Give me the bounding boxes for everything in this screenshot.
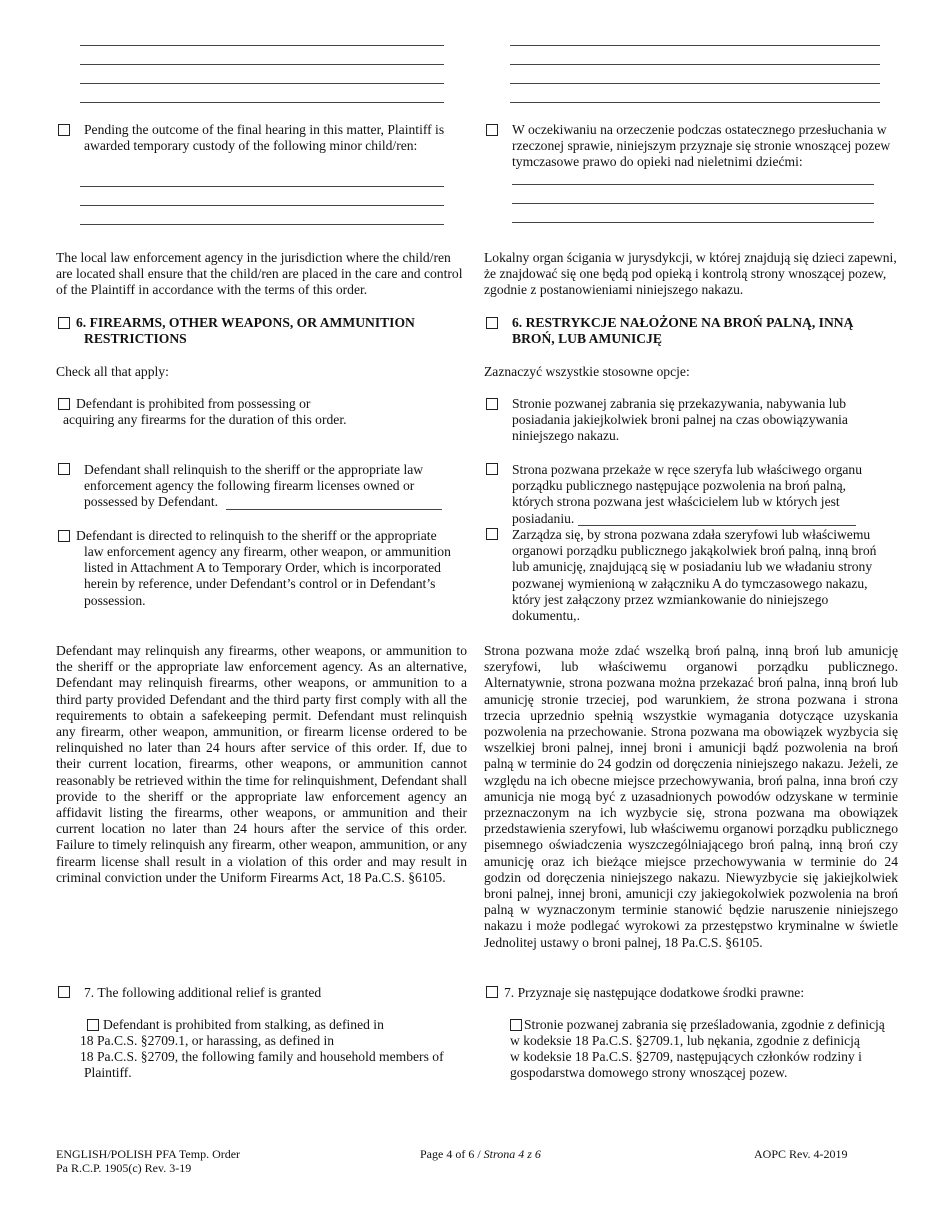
relinquish-paragraph: Defendant may relinquish any firearms, other weapons, or ammunition to the sheriff or the appropriate law enforcement agency. As an alternative, Defendant may relinquish firearms, other weapons, or ammunition to a third party provided Defendant and the third party first comply with all the requirements to obtain a safekeeping permit. Defendant must relinquish any firearm, other weapon, ammunition, or firearm license ordered to be relinquished no later than 24 hours after service of this order. If, due to their current location, firearms, other weapons, or ammunition cannot reasonably be retrieved within the time for relinquishment, Defendant shall provide to the sheriff or the appropriate law enforcement agency an affidavit listing the firearms, other weapons, or ammunition and their current location no later than 24 hours after the service of this order. Failure to timely relinquish any firearm, other weapon, ammunition, or any firearm license shall result in a violation of this order and may result in criminal conviction under the Uniform Firearms Act, 18 Pa.C.S. §6105. <box>56 643 467 885</box>
stalking-text-line3: 18 Pa.C.S. §2709, the following family and household members of <box>80 1049 444 1064</box>
section6-checkbox-pl[interactable] <box>486 317 498 329</box>
section6-heading-line1-pl: 6. RESTRYKCJE NAŁOŻONE NA BROŃ PALNĄ, INNĄ <box>512 315 854 330</box>
footer-page-en: Page 4 of 6 / <box>420 1147 484 1161</box>
footer-page-number <box>420 1147 541 1161</box>
firearm-prohibition-text-line1: Defendant is prohibited from possessing or <box>76 396 311 411</box>
custody-checkbox[interactable] <box>58 124 70 136</box>
weapon-relinquish-text-pl: Zarządza się, by strona pozwana zdała szeryfowi lub właściwemu organowi porządku publicznego jakąkolwiek broń palną, inną broń lub amunicję, znajdującą się w posiadaniu lub we władaniu strony pozwanej wymienioną w załączniku A do tymczasowego nakazu, który jest załączony przez wzmiankowanie do niniejszego dokumentu,. <box>512 527 877 624</box>
stalking-text-line1-pl: Stronie pozwanej zabrania się prześladowania, zgodnie z definicją <box>524 1017 885 1032</box>
blank-line[interactable] <box>510 64 880 65</box>
license-relinquish-checkbox-pl[interactable] <box>486 463 498 475</box>
blank-line[interactable] <box>510 83 880 84</box>
custody-text: Pending the outcome of the final hearing in this matter, Plaintiff is awarded temporary custody of the following minor child/ren: <box>84 122 445 154</box>
blank-line[interactable] <box>80 205 444 206</box>
check-all-label: Check all that apply: <box>56 364 169 379</box>
blank-line[interactable] <box>80 64 444 65</box>
firearm-prohibition-checkbox-pl[interactable] <box>486 398 498 410</box>
blank-line[interactable] <box>80 102 444 103</box>
stalking-checkbox[interactable] <box>87 1019 99 1031</box>
stalking-text-line4: Plaintiff. <box>84 1065 132 1080</box>
section6-heading-line2: RESTRICTIONS <box>84 331 187 346</box>
blank-line[interactable] <box>80 186 444 187</box>
license-relinquish-checkbox[interactable] <box>58 463 70 475</box>
blank-line[interactable] <box>512 184 874 185</box>
stalking-text-line2-pl: w kodeksie 18 Pa.C.S. §2709.1, lub nękania, zgodnie z definicją <box>510 1033 860 1048</box>
stalking-checkbox-pl[interactable] <box>510 1019 522 1031</box>
section6-checkbox[interactable] <box>58 317 70 329</box>
section7-text-pl: 7. Przyznaje się następujące dodatkowe środki prawne: <box>504 985 805 1000</box>
license-relinquish-text-pl: Strona pozwana przekaże w ręce szeryfa lub właściwego organu porządku publicznego następujące pozwolenia na broń palną, których strona pozwana jest właścicielem lub w których jest posiadaniu. <box>512 462 863 526</box>
blank-line[interactable] <box>510 102 880 103</box>
stalking-text-line2: 18 Pa.C.S. §2709.1, or harassing, as defined in <box>80 1033 335 1048</box>
stalking-text-line3-pl: w kodeksie 18 Pa.C.S. §2709, następujących członków rodziny i <box>510 1049 862 1064</box>
blank-line[interactable] <box>510 45 880 46</box>
stalking-text-line1: Defendant is prohibited from stalking, as defined in <box>103 1017 384 1032</box>
enforcement-text: The local law enforcement agency in the jurisdiction where the child/ren are located shall ensure that the child/ren are placed in the care and control of the Plaintiff in accordance with the terms of this order. <box>56 250 463 298</box>
section7-text: 7. The following additional relief is granted <box>84 985 322 1000</box>
footer-rule: Pa R.C.P. 1905(c) Rev. 3-19 <box>56 1161 192 1175</box>
custody-text-pl: W oczekiwaniu na orzeczenie podczas ostatecznego przesłuchania w rzeczonej sprawie, niniejszym przyznaje się stronie wnoszącej pozew tymczasowe prawo do opieki nad nieletnimi dziećmi: <box>512 122 891 170</box>
weapon-relinquish-checkbox[interactable] <box>58 530 70 542</box>
relinquish-paragraph-pl: Strona pozwana może zdać wszelką broń palną, inną broń lub amunicję szeryfowi, lub właściwemu organowi porządku publicznego. Alternatywnie, strona pozwana można przekazać broń palna, inną broń lub amunicję stronie trzeciej, pod warunkiem, że strona pozwana i strona trzecia uprzednio spełnią wszystkie wymagania dotyczące uzyskania pozwolenia na przechowanie. Strona pozwana ma obowiązek wyzbycia się wszelkiej broni palnej, innej broni i amunicji bądź pozwolenia na broń palną w terminie do 24 godzin od doręczenia niniejszego nakazu. Jeżeli, ze względu na ich obecne miejsce przechowywania, broń palna, inna broń czy amunicja nie mogą być z uzasadnionych powodów odzyskane w terminie przeznaczonym na ich wyzbycie się, strona pozwana ma obowiązek przedstawienia szeryfowi, lub właściwemu organowi porządku publicznego pisemnego oświadczenia wyszczególniającego broń palną, inną broń czy amunicję oraz ich bieżące miejsce przechowywania w terminie do 24 godzin od doręczenia niniejszego nakazu. Niewyzbycie się jakiejkolwiek broni palnej, innej broni, amunicji czy jakiegokolwiek pozwolenia na broń palną w wyznaczonym terminie stanowić będzie naruszenie niniejszego nakazu i może podlegać wyrokowi za przestępstwo kryminalne w świetle Jednolitej ustawy o broni palnej, 18 Pa.C.S. §6105. <box>484 643 898 950</box>
firearm-prohibition-checkbox[interactable] <box>58 398 70 410</box>
check-all-label-pl: Zaznaczyć wszystkie stosowne opcje: <box>484 364 690 379</box>
blank-line[interactable] <box>80 224 444 225</box>
weapon-relinquish-text-line1: Defendant is directed to relinquish to the sheriff or the appropriate <box>76 528 437 543</box>
footer-revision: AOPC Rev. 4-2019 <box>754 1147 848 1161</box>
footer-form-name: ENGLISH/POLISH PFA Temp. Order <box>56 1147 241 1161</box>
weapon-relinquish-text-rest: law enforcement agency any firearm, other weapon, or ammunition listed in Attachment A to Temporary Order, which is incorporated herein by reference, under Defendant’s control or in Defendant’s possession. <box>84 544 451 608</box>
blank-line[interactable] <box>512 203 874 204</box>
section7-checkbox[interactable] <box>58 986 70 998</box>
license-relinquish-text: Defendant shall relinquish to the sheriff or the appropriate law enforcement agency the following firearm licenses owned or possessed by Defendant. <box>84 462 424 510</box>
custody-checkbox-pl[interactable] <box>486 124 498 136</box>
section7-checkbox-pl[interactable] <box>486 986 498 998</box>
blank-line[interactable] <box>80 83 444 84</box>
footer-page-pl: Strona 4 z 6 <box>483 1147 541 1161</box>
license-blank-line[interactable] <box>226 509 442 510</box>
blank-line[interactable] <box>80 45 444 46</box>
weapon-relinquish-checkbox-pl[interactable] <box>486 528 498 540</box>
firearm-prohibition-text-pl: Stronie pozwanej zabrania się przekazywania, nabywania lub posiadania jakiejkolwiek broni palnej na czas obowiązywania niniejszego nakazu. <box>512 396 848 444</box>
section6-heading-line1: 6. FIREARMS, OTHER WEAPONS, OR AMMUNITION <box>76 315 415 330</box>
blank-line[interactable] <box>512 222 874 223</box>
license-blank-line-pl[interactable] <box>578 525 856 526</box>
stalking-text-line4-pl: gospodarstwa domowego strony wnoszącej pozew. <box>510 1065 788 1080</box>
section6-heading-line2-pl: BROŃ, LUB AMUNICJĘ <box>512 331 662 346</box>
firearm-prohibition-text-line2: acquiring any firearms for the duration of this order. <box>63 412 347 427</box>
enforcement-text-pl: Lokalny organ ścigania w jurysdykcji, w której znajdują się dzieci zapewni, że znajdować się one będą pod opieką i kontrolą strony wnoszącej pozew, zgodnie z postanowieniami niniejszego nakazu. <box>484 250 897 298</box>
